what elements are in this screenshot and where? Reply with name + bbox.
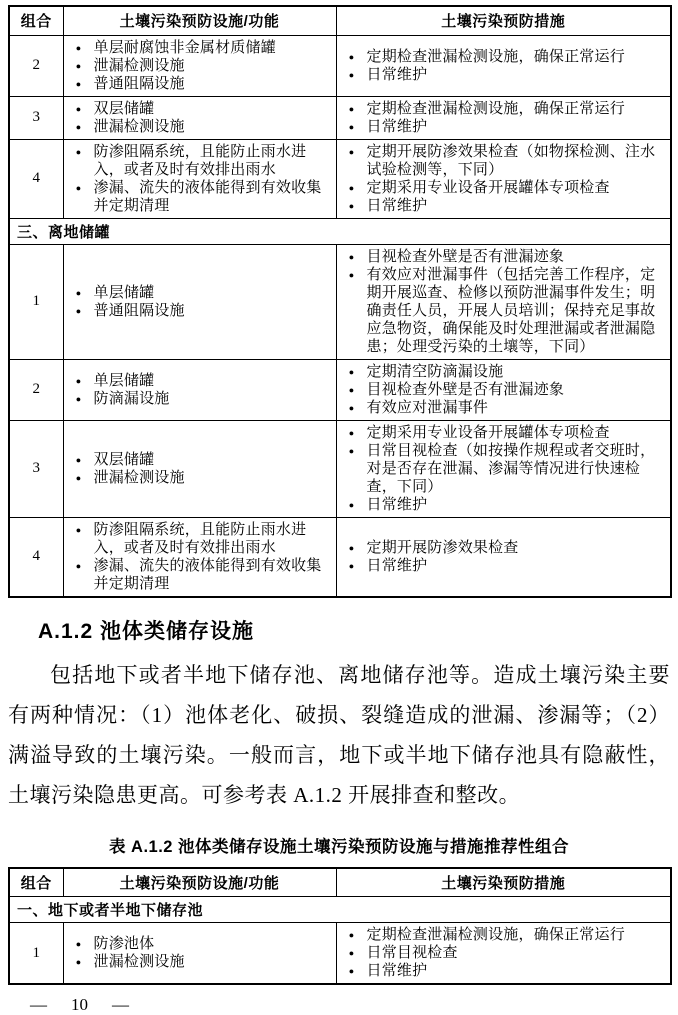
page-number: 10 (71, 995, 88, 1014)
bullet-text: 日常维护 (366, 197, 428, 214)
bullet-icon: ● (75, 42, 82, 53)
bullet-icon: ● (75, 78, 82, 89)
bullet-icon: ● (75, 146, 82, 157)
bullet-text: 日常维护 (366, 963, 428, 979)
section-row (9, 897, 671, 923)
bullet-icon: ● (348, 499, 355, 510)
bullet-icon: ● (348, 146, 355, 157)
prevention-table-pool (8, 867, 672, 986)
bullet-icon: ● (75, 472, 82, 483)
facilities-cell (63, 923, 336, 985)
combo-number: 1 (9, 244, 63, 359)
table-row (9, 244, 671, 359)
combo-number: 1 (9, 923, 63, 985)
bullet-item (337, 424, 668, 442)
bullet-text: 泄漏检测设施 (93, 118, 185, 135)
bullet-item (337, 926, 668, 944)
bullet-text: 双层储罐 (93, 100, 155, 117)
combo-number: 2 (9, 35, 63, 96)
bullet-text: 定期开展防渗效果检查（如物探检测、注水试验检测等，下同） (366, 143, 656, 178)
bullet-icon: ● (348, 966, 355, 976)
bullet-icon: ● (75, 60, 82, 71)
bullet-text: 日常目视检查（如按操作规程或者交班时，对是否存在泄漏、渗漏等情况进行快速检查，下同） (366, 442, 656, 495)
bullet-item (64, 179, 333, 215)
measures-cell (336, 359, 671, 420)
bullet-text: 泄漏检测设施 (93, 57, 185, 74)
bullet-item (64, 557, 333, 593)
bullet-item (64, 302, 333, 320)
bullet-text: 定期采用专业设备开展罐体专项检查 (366, 424, 610, 441)
bullet-text: 渗漏、流失的液体能得到有效收集并定期清理 (93, 557, 322, 592)
combo-number: 4 (9, 517, 63, 597)
measures-cell (336, 139, 671, 218)
bullet-text: 定期采用专业设备开展罐体专项检查 (366, 179, 610, 196)
bullet-item (337, 944, 668, 962)
bullet-item (64, 390, 333, 408)
bullet-text: 防滴漏设施 (93, 390, 170, 407)
bullet-item (337, 539, 668, 557)
bullet-item (64, 284, 333, 302)
bullet-item (64, 935, 333, 953)
bullet-item (337, 197, 668, 215)
bullet-text: 日常维护 (366, 118, 428, 135)
bullet-icon: ● (348, 200, 355, 211)
measures-cell (336, 517, 671, 597)
bullet-text: 双层储罐 (93, 451, 155, 468)
bullet-icon: ● (75, 103, 82, 114)
bullet-text: 有效应对泄漏事件 (366, 399, 489, 416)
bullet-icon: ● (348, 427, 355, 438)
bullet-item (337, 399, 668, 417)
bullet-icon: ● (75, 560, 82, 571)
bullet-item (337, 118, 668, 136)
bullet-icon: ● (75, 939, 82, 949)
bullet-icon: ● (348, 445, 355, 456)
measures-cell (336, 420, 671, 517)
bullet-item (337, 48, 668, 66)
footer-dash-left: — (30, 995, 47, 1014)
bullet-icon: ● (348, 182, 355, 193)
section-paragraph: 包括地下或者半地下储存池、离地储存池等。造成土壤污染主要有两种情况：（1）池体老化、破损、裂缝造成的泄漏、渗漏等；（2）满溢导致的土壤污染。一般而言，地下或半地下储存池具有隐蔽性，土壤污染隐患更高。可参考表 A.1.2 开展排查和整改。 (8, 662, 670, 807)
table-row (9, 96, 671, 139)
bullet-icon: ● (75, 393, 82, 404)
combo-number: 3 (9, 96, 63, 139)
bullet-item (337, 100, 668, 118)
column-header: 组合 (9, 868, 63, 897)
section-heading: A.1.2 池体类储存设施 (38, 619, 255, 643)
bullet-item (337, 557, 668, 575)
facilities-cell (63, 517, 336, 597)
section-label: 一、地下或者半地下储存池 (9, 897, 671, 923)
facilities-cell (63, 35, 336, 96)
facilities-cell (63, 420, 336, 517)
table-caption: 表 A.1.2 池体类储存设施土壤污染预防设施与措施推荐性组合 (108, 837, 570, 856)
bullet-text: 目视检查外壁是否有泄漏迹象 (366, 248, 565, 265)
page-footer (8, 995, 670, 1015)
bullet-item (64, 143, 333, 179)
bullet-icon: ● (75, 957, 82, 967)
bullet-text: 日常目视检查 (366, 945, 458, 961)
bullet-text: 有效应对泄漏事件（包括完善工作程序，定期开展巡查、检修以预防泄漏事件发生；明确责任人员，开展人员培训；保持充足事故应急物资，确保能及时处理泄漏或者泄漏隐患；处理受污染的土壤等，下同） (366, 266, 656, 355)
bullet-text: 定期开展防渗效果检查 (366, 539, 519, 556)
bullet-item (337, 962, 668, 980)
bullet-text: 单层储罐 (93, 284, 155, 301)
prevention-table-tank (8, 5, 672, 598)
column-header: 组合 (9, 6, 63, 35)
bullet-text: 目视检查外壁是否有泄漏迹象 (366, 381, 565, 398)
bullet-item (64, 521, 333, 557)
column-header: 土壤污染预防措施 (336, 6, 671, 35)
bullet-item (337, 496, 668, 514)
table-row (9, 923, 671, 985)
bullet-item (337, 363, 668, 381)
bullet-item (64, 75, 333, 93)
facilities-cell (63, 359, 336, 420)
bullet-text: 定期清空防滴漏设施 (366, 363, 504, 380)
combo-number: 4 (9, 139, 63, 218)
bullet-text: 泄漏检测设施 (93, 469, 185, 486)
table-row (9, 35, 671, 96)
bullet-item (337, 179, 668, 197)
bullet-icon: ● (348, 69, 355, 80)
section-label: 三、离地储罐 (9, 218, 671, 244)
bullet-icon: ● (75, 182, 82, 193)
bullet-item (64, 451, 333, 469)
bullet-item (337, 66, 668, 84)
bullet-text: 单层储罐 (93, 372, 155, 389)
footer-dash-right: — (112, 995, 129, 1014)
bullet-icon: ● (348, 269, 355, 280)
bullet-text: 定期检查泄漏检测设施，确保正常运行 (366, 48, 625, 65)
bullet-item (64, 57, 333, 75)
section-row (9, 218, 671, 244)
bullet-item (64, 100, 333, 118)
column-header: 土壤污染预防措施 (336, 868, 671, 897)
bullet-text: 日常维护 (366, 496, 428, 513)
bullet-icon: ● (348, 51, 355, 62)
bullet-item (64, 118, 333, 136)
bullet-icon: ● (348, 402, 355, 413)
bullet-item (337, 442, 668, 496)
bullet-icon: ● (348, 948, 355, 958)
bullet-icon: ● (348, 384, 355, 395)
bullet-icon: ● (348, 542, 355, 553)
table-header-row (9, 6, 671, 35)
bullet-icon: ● (348, 366, 355, 377)
bullet-text: 普通阻隔设施 (93, 302, 185, 319)
measures-cell (336, 96, 671, 139)
bullet-item (64, 953, 333, 971)
bullet-icon: ● (75, 375, 82, 386)
bullet-icon: ● (75, 305, 82, 316)
column-header: 土壤污染预防设施/功能 (63, 868, 336, 897)
bullet-icon: ● (348, 121, 355, 132)
bullet-item (64, 39, 333, 57)
measures-cell (336, 35, 671, 96)
bullet-text: 防渗池体 (93, 936, 155, 952)
bullet-icon: ● (75, 121, 82, 132)
bullet-icon: ● (75, 524, 82, 535)
measures-cell (336, 244, 671, 359)
facilities-cell (63, 96, 336, 139)
bullet-text: 防渗阻隔系统，且能防止雨水进入，或者及时有效排出雨水 (93, 143, 307, 178)
bullet-text: 防渗阻隔系统，且能防止雨水进入，或者及时有效排出雨水 (93, 521, 307, 556)
bullet-text: 普通阻隔设施 (93, 75, 185, 92)
bullet-item (337, 266, 668, 356)
bullet-text: 日常维护 (366, 66, 428, 83)
measures-cell (336, 923, 671, 985)
bullet-item (337, 143, 668, 179)
column-header: 土壤污染预防设施/功能 (63, 6, 336, 35)
bullet-text: 单层耐腐蚀非金属材质储罐 (93, 39, 276, 56)
bullet-text: 定期检查泄漏检测设施，确保正常运行 (366, 100, 625, 117)
table-row (9, 139, 671, 218)
table-row (9, 359, 671, 420)
bullet-item (337, 381, 668, 399)
table-header-row (9, 868, 671, 897)
bullet-icon: ● (348, 251, 355, 262)
facilities-cell (63, 139, 336, 218)
bullet-icon: ● (75, 454, 82, 465)
bullet-text: 泄漏检测设施 (93, 954, 185, 970)
bullet-icon: ● (348, 560, 355, 571)
bullet-item (64, 469, 333, 487)
bullet-icon: ● (348, 930, 355, 940)
table-row (9, 517, 671, 597)
bullet-item (64, 372, 333, 390)
bullet-text: 日常维护 (366, 557, 428, 574)
bullet-item (337, 248, 668, 266)
bullet-icon: ● (348, 103, 355, 114)
bullet-text: 渗漏、流失的液体能得到有效收集并定期清理 (93, 179, 322, 214)
table-row (9, 420, 671, 517)
combo-number: 2 (9, 359, 63, 420)
bullet-text: 定期检查泄漏检测设施，确保正常运行 (366, 927, 625, 943)
facilities-cell (63, 244, 336, 359)
bullet-icon: ● (75, 287, 82, 298)
combo-number: 3 (9, 420, 63, 517)
